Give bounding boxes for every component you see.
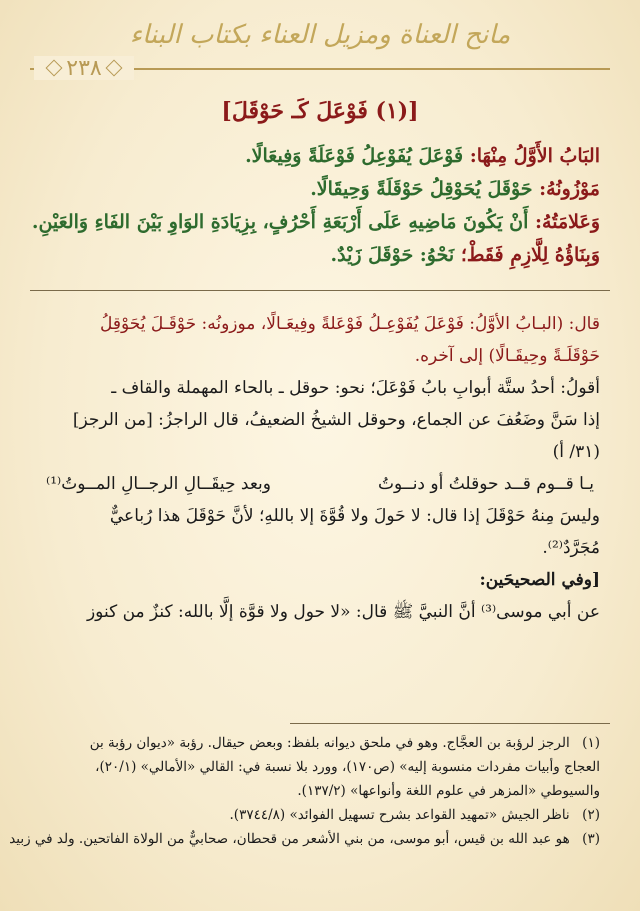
main-line-text: حَوْقَلَ يُحَوْقِلُ حَوْقَلَةً وَحِيقَالًا. bbox=[310, 178, 533, 200]
main-text bbox=[31, 140, 600, 272]
ornament-icon bbox=[105, 60, 122, 77]
footnote-line bbox=[30, 755, 600, 779]
footnotes bbox=[9, 731, 600, 851]
poem-second-hemistich: وبعد حِيقَــالِ الرجــالِ المــوتُ⁽¹⁾ bbox=[46, 474, 271, 494]
main-line-label: وَعَلامَتُهُ: bbox=[535, 211, 600, 233]
footnote-line bbox=[30, 779, 600, 803]
footnote-line bbox=[9, 827, 600, 851]
chapter-heading: [(١) فَوْعَلَ كَـ حَوْقَلَ] bbox=[221, 98, 419, 124]
commentary-line: عن أبي موسى⁽³⁾ أنَّ النبيَّ ﷺ قال: «لا حول ولا قوَّة إلَّا بالله: كنزٌ من كنوز bbox=[86, 602, 600, 622]
main-line-text: نَحْوُ: حَوْقَلَ زَيْدٌ. bbox=[330, 244, 455, 266]
main-line-label: مَوْزُونُهُ: bbox=[539, 178, 600, 200]
footnote-text: هو عبد الله بن قيس، أبو موسى، من بني الأشعر من قحطان، صحابيٌّ من الولاة الفاتحين. ولد في زبيد bbox=[9, 831, 570, 847]
section-divider bbox=[30, 290, 610, 291]
commentary bbox=[40, 308, 600, 628]
subheading: [وفي الصحيحَين: bbox=[479, 570, 600, 590]
commentary-line: مُجَرَّدٌ⁽²⁾. bbox=[542, 538, 600, 558]
main-line-text: أَنْ يَكُونَ مَاضِيهِ عَلَى أَرْبَعَةِ أَحْرُفٍ، بِزِيَادَةِ الوَاوِ بَيْنَ الفَاءِ وَالعَيْنِ. bbox=[31, 211, 529, 233]
main-line-label: وَبِنَاؤُهُ لِلَّازِمِ فَقَطْ؛ bbox=[460, 244, 600, 266]
book-title: مانح العناة ومزيل العناء بكتاب البناء bbox=[129, 20, 511, 50]
commentary-line: (٣١/ أ) bbox=[552, 442, 600, 462]
poem-first-hemistich: يـا قــوم قــد حوقلتُ أو دنــوتُ bbox=[377, 474, 594, 494]
main-line bbox=[31, 206, 600, 239]
poem-verse bbox=[40, 468, 600, 500]
footnote-line bbox=[30, 803, 600, 827]
footnote-divider bbox=[290, 723, 610, 724]
page-number-badge bbox=[34, 56, 134, 80]
main-line bbox=[40, 140, 600, 173]
main-line bbox=[40, 239, 600, 272]
commentary-line: قال: (البـابُ الأوَّلُ: فَوْعَلَ يُفَوْعِـلُ فَوْعَلةً وفِيعَـالًا، موزونُه: حَوْقَـلَ يُحَوْقِلُ bbox=[99, 314, 600, 334]
commentary-line: وليسَ مِنهُ حَوْقَلَ إذا قال: لا حَولَ ولا قُوَّةَ إلا باللهِ؛ لأنَّ حَوْقَلَ هذا رُباعيٌّ bbox=[109, 506, 600, 526]
commentary-line: حَوْقَلَـةً وحِيقَـالًا) إلى آخره. bbox=[414, 346, 600, 366]
footnote-text: ناظر الجيش «تمهيد القواعد بشرح تسهيل الفوائد» (٣٧٤٤/٨). bbox=[229, 807, 570, 823]
footnote-number: (٢) bbox=[582, 807, 600, 823]
commentary-line: إذا سَنَّ وضَعُفَ عن الجماع، وحوقل الشيخُ الضعيفُ، قال الراجزُ: [من الرجز] bbox=[72, 410, 600, 430]
main-line bbox=[40, 173, 600, 206]
ornament-icon bbox=[46, 60, 63, 77]
commentary-line: أقولُ: أحدُ ستَّة أبوابِ بابُ فَوْعَلَ؛ نحو: حوقل ـ بالحاء المهملة والقاف ـ bbox=[111, 378, 600, 398]
footnote-text: الرجز لرؤبة بن العجَّاج. وهو في ملحق ديوانه بلفظ: وبعض حيقال. رؤبة «ديوان رؤبة بن bbox=[89, 735, 570, 751]
page-number: ٢٣٨ bbox=[66, 55, 102, 81]
main-line-label: البَابُ الأَوَّلُ مِنْهَا: bbox=[469, 145, 600, 167]
footnote-text: والسيوطي «المزهر في علوم اللغة وأنواعها» (١٣٧/٢). bbox=[297, 783, 600, 799]
footnote-number: (٣) bbox=[582, 831, 600, 847]
main-line-text: فَوْعَلَ يُفَوْعِلُ فَوْعَلَةً وَفِيعَالًا. bbox=[245, 145, 464, 167]
footnote-line bbox=[30, 731, 600, 755]
footnote-text: العجاج وأبيات مفردات منسوبة إليه» (ص١٧٠)، وورد بلا نسبة في: القالي «الأمالي» (٢٠/١)، bbox=[95, 759, 600, 775]
footnote-number: (١) bbox=[582, 735, 600, 751]
